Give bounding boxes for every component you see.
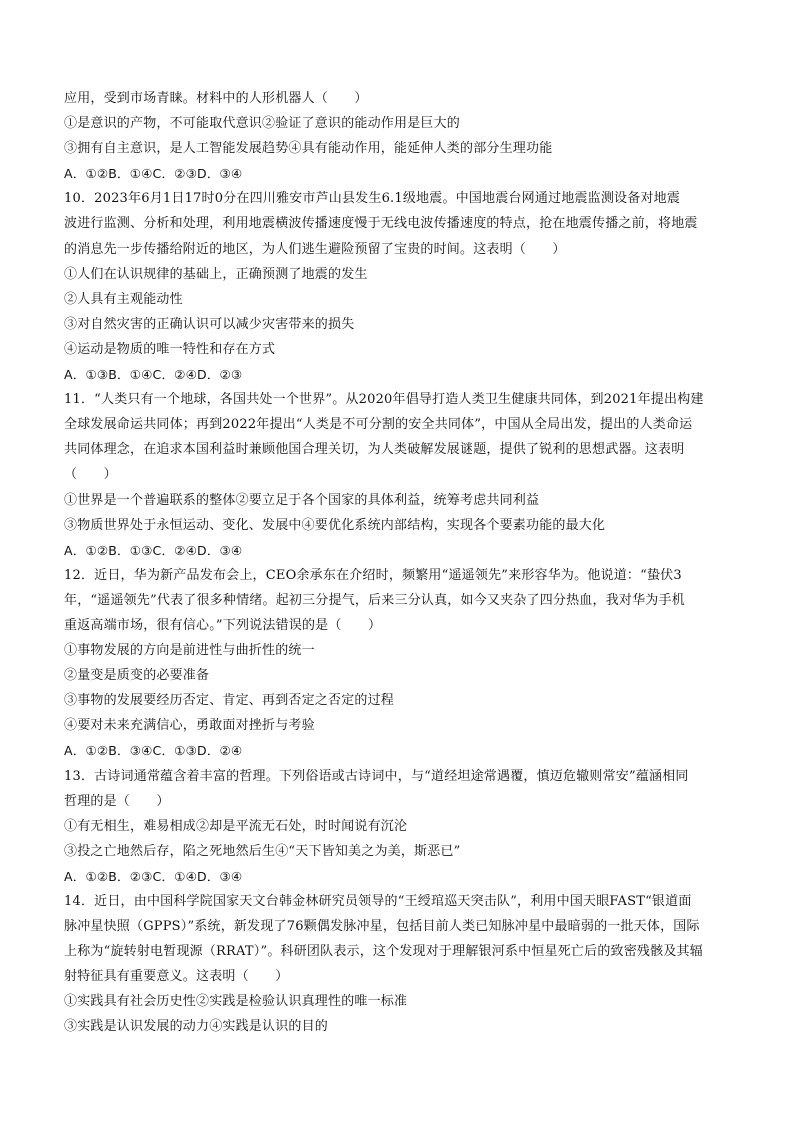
text-line: ④要对未来充满信心，勇敢面对挫折与考验 xyxy=(64,718,315,734)
answer-options: A．①③B．①④C．②④D．②③ xyxy=(64,367,243,383)
text-line: ③投之亡地然后存，陷之死地然后生④“天下皆知美之为美，斯恶已” xyxy=(64,843,461,859)
text-line: ①世界是一个普遍联系的整体②要立足于各个国家的具体利益，统筹考虑共同利益 xyxy=(64,492,540,508)
question-10: 10．2023年6月1日17时0分在四川雅安市芦山县发生6.1级地震。中国地震台网通过地震监测设备对地震 xyxy=(64,191,681,207)
text-line: 年，“遥遥领先”代表了很多种情绪。起初三分提气，后来三分认真，如今又夹杂了四分热血，我对华为手机 xyxy=(64,592,685,608)
text-line: ②人具有主观能动性 xyxy=(64,291,183,307)
text-line: ③事物的发展要经历否定、肯定、再到否定之否定的过程 xyxy=(64,693,395,709)
text-line: ③物质世界处于永恒运动、变化、发展中④要优化系统内部结构，实现各个要素功能的最大化 xyxy=(64,517,606,533)
text-line: ①事物发展的方向是前进性与曲折性的统一 xyxy=(64,643,315,659)
question-14: 14．近日，由中国科学院国家天文台韩金林研究员领导的“王绶琯巡天突击队”，利用中国天眼FAST“银道面 xyxy=(64,894,692,909)
answer-options: A．①②B．②③C．①④D．③④ xyxy=(64,868,243,884)
text-line: 重返高端市场，很有信心。”下列说法错误的是（ ） xyxy=(64,617,382,633)
text-line: ③拥有自主意识，是人工智能发展趋势④具有能动作用，能延伸人类的部分生理功能 xyxy=(64,141,553,157)
answer-options: A．①②B．③④C．①③D．②④ xyxy=(64,743,243,759)
text-line: 射特征具有重要意义。这表明（ ） xyxy=(64,969,289,985)
text-line: ③对自然灾害的正确认识可以减少灾害带来的损失 xyxy=(64,316,355,332)
text-line: 的消息先一步传播给附近的地区，为人们逃生避险预留了宝贵的时间。这表明（ ） xyxy=(64,241,566,257)
question-12: 12．近日，华为新产品发布会上，CEO余承东在介绍时，频繁用“遥遥领先”来形容华为。他说道：“蛰伏3 xyxy=(64,567,682,583)
text-line: ③实践是认识发展的动力④实践是认识的目的 xyxy=(64,1019,329,1035)
text-line: 全球发展命运共同体；再到2022年提出“人类是不可分割的安全共同体”，中国从全局出发，提出的人类命运 xyxy=(64,417,693,433)
text-line: 哲理的是（ ） xyxy=(64,793,170,809)
answer-options: A．①②B．①③C．②④D．③④ xyxy=(64,542,243,558)
text-line: 上称为“旋转射电暂现源（RRAT）”。科研团队表示，这个发现对于理解银河系中恒星死亡后的致密残骸及其辐 xyxy=(64,944,703,960)
text-line: 脉冲星快照（GPPS）”系统，新发现了76颗偶发脉冲星，包括目前人类已知脉冲星中最暗弱的一批天体，国际 xyxy=(64,919,700,935)
text-line: 共同体理念，在追求本国利益时兼顾他国合理关切，为人类破解发展谜题，提供了锐利的思想武器。这表明 xyxy=(64,442,685,458)
answer-options: A．①②B．①④C．②③D．③④ xyxy=(64,166,243,182)
text-line: 波进行监测、分析和处理，利用地震横波传播速度慢于无线电波传播速度的特点，抢在地震传播之前，将地震 xyxy=(64,216,698,232)
question-13: 13．古诗词通常蕴含着丰富的哲理。下列俗语或古诗词中，与“道经坦途常遇覆，慎迈危辙则常安”蕴涵相同 xyxy=(64,768,689,784)
text-line: （ ） xyxy=(64,467,117,483)
text-line: ④运动是物质的唯一特性和存在方式 xyxy=(64,341,276,357)
text-line: ②量变是质变的必要准备 xyxy=(64,668,210,684)
text-line: ①有无相生，难易相成②却是平流无石处，时时闻说有沉沦 xyxy=(64,818,408,834)
text-line: ①人们在认识规律的基础上，正确预测了地震的发生 xyxy=(64,266,368,282)
text-line: ①是意识的产物，不可能取代意识②验证了意识的能动作用是巨大的 xyxy=(64,116,461,132)
text-line: ①实践具有社会历史性②实践是检验认识真理性的唯一标准 xyxy=(64,994,408,1010)
document-page xyxy=(64,86,732,1040)
question-11: 11．“人类只有一个地球，各国共处一个世界”。从2020年倡导打造人类卫生健康共同体，到2021年提出构建 xyxy=(64,392,704,408)
text-line: 应用，受到市场青睐。材料中的人形机器人（ ） xyxy=(64,91,368,106)
